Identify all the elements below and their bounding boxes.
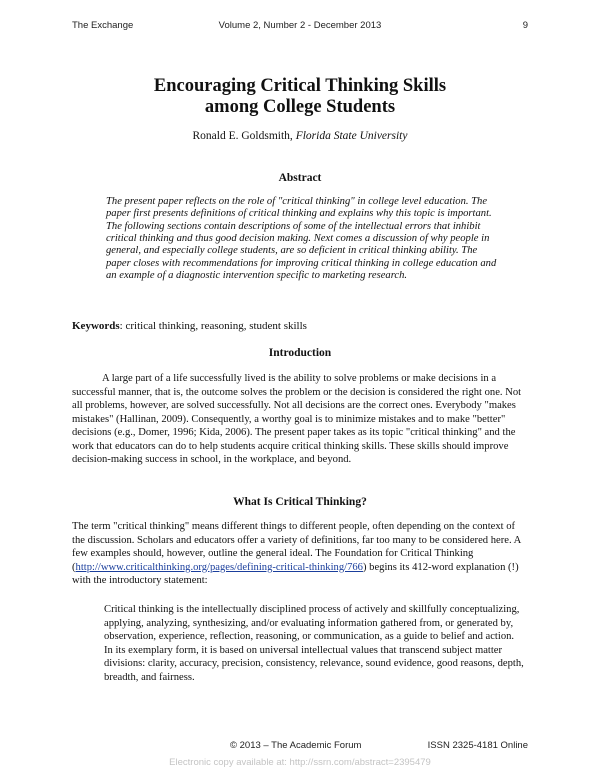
page-number: 9 — [522, 20, 528, 31]
paper-title — [60, 76, 540, 118]
copyright-text: © 2013 – The Academic Forum — [230, 740, 362, 751]
title-line-1: Encouraging Critical Thinking Skills — [153, 76, 447, 96]
definition-blockquote: Critical thinking is the intellectually disciplined process of actively and skillfully conceptualizing, applying, analyzing, synthesizing, and/or evaluating information gathered from, or generated by, observation, experience, reflection, reasoning, or communication, as a guide to belief and action. In its exemplary form, it is based on universal intellectual values that transcend subject matter divisions: clarity, accuracy, precision, consistency, relevance, sound evidence, good reasons, depth, breadth, and fairness. — [104, 604, 524, 683]
abstract-text: The present paper reflects on the role of "critical thinking" in college level education. The paper first presents definitions of critical thinking and explains why this topic is important. The following sections contain descriptions of some of the intellectual errors that inhibit critical thinking and thus good decision making. Next comes a discussion of why people in general, and especially college students, are so deficient in critical thinking ability. The paper closes with recommendations for improving critical thinking in college education and an example of a diagnostic intervention specific to marketing research. — [106, 196, 497, 282]
page-footer — [72, 740, 528, 754]
abstract-heading: Abstract — [278, 172, 322, 184]
foundation-link[interactable]: http://www.criticalthinking.org/pages/defining-critical-thinking/766 — [75, 561, 363, 573]
keywords-text: : critical thinking, reasoning, student skills — [119, 320, 307, 332]
section-heading-introduction: Introduction — [268, 347, 332, 359]
issn-text: ISSN 2325-4181 Online — [427, 740, 528, 751]
running-header — [72, 20, 528, 34]
keywords-label: Keywords — [72, 320, 120, 332]
author-line — [60, 130, 540, 142]
keywords — [72, 320, 528, 332]
introduction-paragraph: A large part of a life successfully lived is the ability to solve problems or make decisions in a successful manner, that is, the outcome solves the problem or the decision is considered the right one. Not all problems, however, are solved successfully. Not all decisions are the correct ones. Everybody "makes mistakes" (Hallinan, 2009). Consequently, a worthy goal is to minimize mistakes and to make "better" decisions (e.g., Domer, 1996; Kida, 2006). The present paper takes as its topic "critical thinking" and the work that educators can do to help students acquire critical thinking skills. These skills should improve decision-making success in school, in the workplace, and beyond. — [72, 373, 522, 466]
author-name: Ronald E. Goldsmith, — [192, 130, 293, 142]
paragraph-text-before-link: The term "critical thinking" means different things to different people, often depending on the context of the discussion. Scholars and educators offer a variety of definitions, far too many to be considered here. A few examples should, however, outline the general ideal. The Foundation for Critical Thinking ( — [72, 521, 521, 573]
title-line-2: among College Students — [204, 97, 396, 117]
ssrn-watermark: Electronic copy available at: http://ssrn.com/abstract=2395479 — [169, 757, 431, 768]
issue-info: Volume 2, Number 2 - December 2013 — [218, 20, 382, 31]
author-affiliation: Florida State University — [295, 130, 408, 142]
journal-name: The Exchange — [72, 20, 134, 31]
section-heading-what-is-critical-thinking: What Is Critical Thinking? — [233, 496, 367, 508]
what-is-paragraph — [72, 520, 528, 588]
paragraph-text-after-link: ) begins its 412-word explanation (!) with the introductory statement: — [72, 561, 519, 587]
